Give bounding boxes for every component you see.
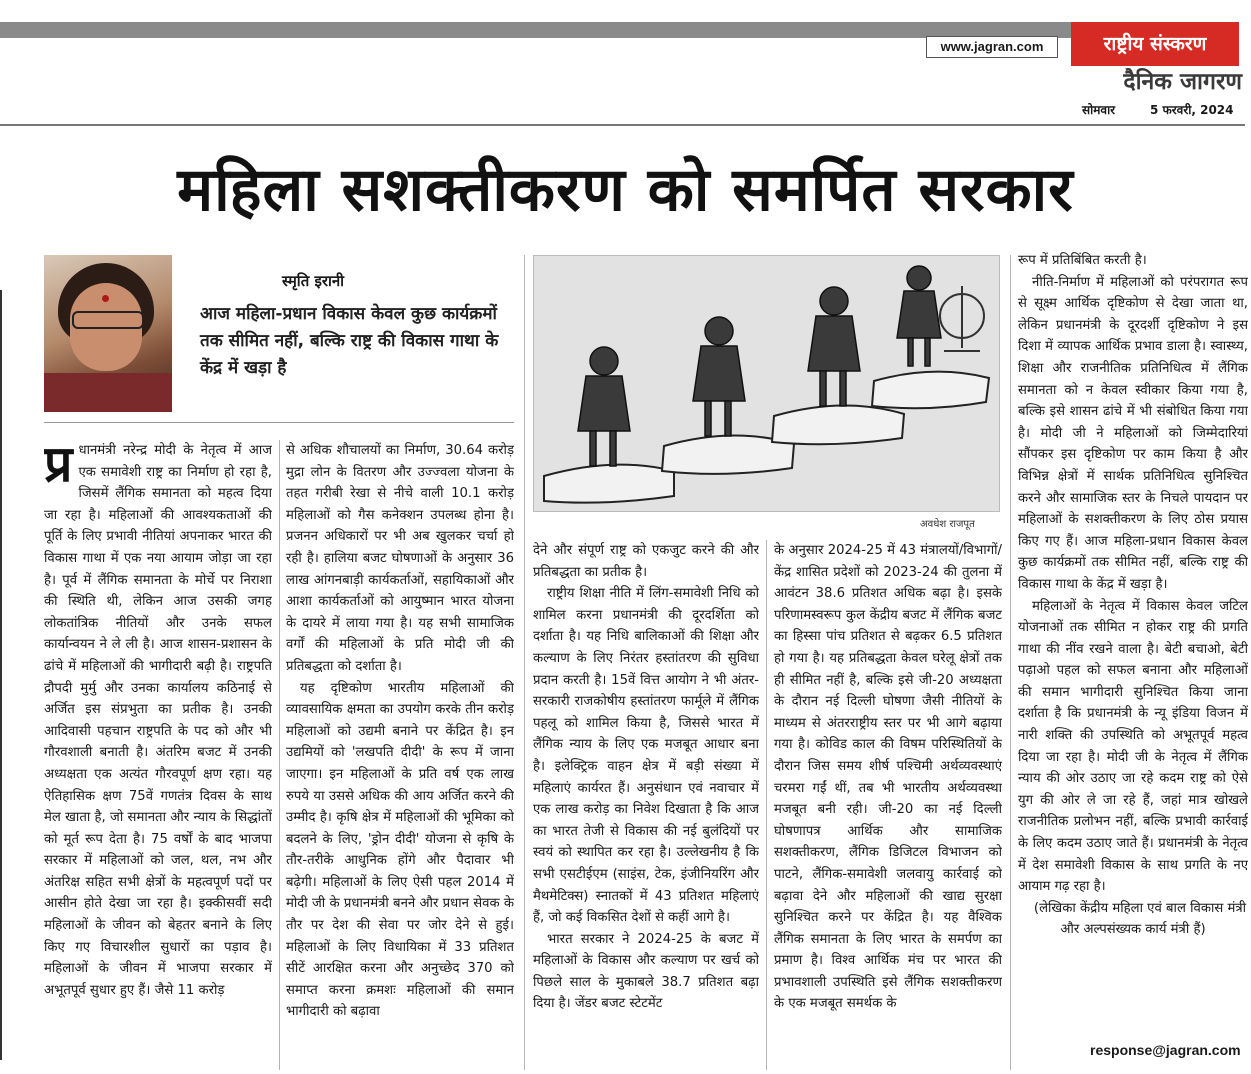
paragraph: नीति-निर्माण में महिलाओं को परंपरागत रूप से सूक्ष्म आर्थिक दृष्टिकोण से देखा जाता था, लेकिन प्रधानमंत्री के दूरदर्शी दृष्टिकोण ने इस दिशा में व्यापक आर्थिक प्रभाव डाला है। स्वास्थ्य, शिक्षा और राजनीतिक प्रतिनिधित्व में लैंगिक समानता को न केवल स्वीकार किया गया है, बल्कि इसे शासन ढांचे में भी संबोधित किया गया है। मोदी जी ने महिलाओं को जिम्मेदारियां सौंपकर इस दृष्टिकोण पर काम किया है और विभिन्न क्षेत्रों में सार्थक प्रतिनिधित्व सुनिश्चित करने और सामाजिक स्तर के निचले पायदान पर महिलाओं के सशक्तीकरण के लिए ठोस प्रयास किए गए हैं। आज महिला-प्रधान विकास केवल कुछ कार्यक्रमों तक सीमित नहीं, बल्कि राष्ट्र की विकास गाथा के केंद्र में खड़ा है।: [1018, 274, 1248, 592]
drop-cap: प्र: [44, 440, 73, 493]
article-column-5: [1018, 250, 1248, 1020]
column-divider: [766, 540, 767, 1070]
illustration-drawing: [534, 256, 999, 511]
masthead-bar: [0, 22, 1071, 38]
paragraph: से अधिक शौचालयों का निर्माण, 30.64 करोड़ मुद्रा लोन के वितरण और उज्ज्वला योजना के तहत गरीबी रेखा से नीचे वाली 10.1 करोड़ महिलाओं को गैस कनेक्शन उपलब्ध होना है। प्रजनन अधिकारों पर भी अब खुलकर चर्चा हो रही है। हालिया बजट घोषणाओं के अनुसार 36 लाख आंगनबाड़ी कार्यकर्ताओं, सहायिकाओं और आशा कार्यकर्ताओं को आयुष्मान भारत योजना के दायरे में लाया गया है। यह सभी सामाजिक वर्गों की महिलाओं के प्रति मोदी जी की प्रतिबद्धता को दर्शाता है।: [286, 443, 514, 674]
paragraph: के अनुसार 2024-25 में 43 मंत्रालयों/विभागों/केंद्र शासित प्रदेशों को 2023-24 की तुलना में आवंटन 38.6 प्रतिशत अधिक बढ़ा है। इसके परिणामस्वरूप कुल केंद्रीय बजट में लैंगिक बजट का हिस्सा पांच प्रतिशत से बढ़कर 6.5 प्रतिशत हो गया है। यह प्रतिबद्धता केवल घरेलू क्षेत्रों तक ही सीमित नहीं है, बल्कि इसे जी-20 अध्यक्षता के दौरान नई दिल्ली घोषणा जैसी नीतियों के माध्यम से अंतरराष्ट्रीय स्तर पर भी आगे बढ़ाया गया है। कोविड काल की विषम परिस्थितियों के दौरान जिस समय शीर्ष पश्चिमी अर्थव्यवस्थाएं चरमरा गईं थीं, तब भी भारतीय अर्थव्यवस्था मजबूत बनी रही। जी-20 का नई दिल्ली घोषणापत्र आर्थिक और सामाजिक सशक्तीकरण, लैंगिक डिजिटल विभाजन को पाटने, लैंगिक-समावेशी जलवायु कार्रवाई को बढ़ावा देने और महिलाओं की खाद्य सुरक्षा सुनिश्चित करने पर केंद्रित है। यह वैश्विक लैंगिक समानता के लिए भारत के समर्पण का प्रमाण है। विश्व आर्थिक मंच पर भारत की प्रभावशाली उपस्थिति इसे लैंगिक सशक्तीकरण के एक मजबूत समर्थक के: [774, 543, 1002, 1012]
illustration-credit: अवधेश राजपूत: [920, 519, 975, 530]
article-column-3: [533, 540, 759, 1070]
author-photo: [44, 255, 172, 412]
author-box-rule: [44, 422, 514, 423]
masthead-day: सोमवार: [1082, 103, 1116, 117]
column-divider: [1010, 255, 1011, 1070]
edition-banner: राष्ट्रीय संस्करण: [1071, 22, 1239, 66]
article-headline: महिला सशक्तीकरण को समर्पित सरकार: [177, 155, 1074, 225]
paragraph: राष्ट्रीय शिक्षा नीति में लिंग-समावेशी निधि को शामिल करना प्रधानमंत्री की दूरदर्शिता को दर्शाता है। यह निधि बालिकाओं की शिक्षा और कल्याण के लिए निरंतर हस्तांतरण की सुविधा प्रदान करती है। 15वें वित्त आयोग ने भी अंतर-सरकारी राजकोषीय हस्तांतरण फार्मूले में लैंगिक पहलू को शामिल किया है, जिससे भारत में लैंगिक न्याय के लिए एक मजबूत आधार बना है। इलेक्ट्रिक वाहन क्षेत्र में बड़ी संख्या में महिलाएं कार्यरत हैं। अनुसंधान एवं नवाचार में एक लाख करोड़ का निवेश दिखाता है कि आज का भारत तेजी से विकास की नई बुलंदियों पर स्वयं को स्थापित कर रहा है। उल्लेखनीय है कि सभी एसटीईएम (साइंस, टेक, इंजीनियरिंग और मैथमेटिक्स) स्नातकों में 43 प्रतिशत महिलाएं हैं, जो कई विकसित देशों से कहीं आगे है।: [533, 586, 759, 926]
article-column-2: [286, 440, 514, 1070]
column-divider: [524, 255, 525, 1070]
author-note: (लेखिका केंद्रीय महिला एवं बाल विकास मंत्री और अल्पसंख्यक कार्य मंत्री हैं): [1033, 900, 1247, 938]
article-column-4: [774, 540, 1002, 1070]
paragraph: यह दृष्टिकोण भारतीय महिलाओं की व्यावसायिक क्षमता का उपयोग करके तीन करोड़ महिलाओं को उद्यमी बनाने पर केंद्रित है। इन उद्यमियों को 'लखपति दीदी' के रूप में जाना जाएगा। इन महिलाओं के प्रति वर्ष एक लाख रुपये या उससे अधिक की आय अर्जित करने की उम्मीद है। कृषि क्षेत्र में महिलाओं की भूमिका को बदलने के लिए, 'ड्रोन दीदी' योजना से कृषि के तौर-तरीके आधुनिक होंगे और पैदावार भी बढ़ेगी। महिलाओं के लिए ऐसी पहल 2014 में मोदी जी के प्रधानमंत्री बनने और प्रधान सेवक के तौर पर देश की सेवा पर जोर देने से हुई। महिलाओं के लिए विधायिका में 33 प्रतिशत सीटें आरक्षित करना और अनुच्छेद 370 को समाप्त करना क्रमशः महिलाओं की समान भागीदारी को बढ़ावा: [286, 680, 514, 1020]
page-edge: [0, 290, 2, 1060]
column-text: धानमंत्री नरेन्द्र मोदी के नेतृत्व में आज एक समावेशी राष्ट्र का निर्माण हो रहा है, जिसमें लैंगिक समानता को महत्व दिया जा रहा है। महिलाओं की आवश्यकताओं की पूर्ति के लिए प्रभावी नीतियां अपनाकर भारत की विकास गाथा में एक नया आयाम जोड़ा जा रहा है। पूर्व में लैंगिक समानता के मोर्चे पर निराशा की स्थिति थी, लेकिन आज उसकी जगह लोकतांत्रिक नीतियों और उनके सफल कार्यान्वयन ने ले ली है। आज शासन-प्रशासन के ढांचे में महिलाओं की भागीदारी बढ़ी है। राष्ट्रपति द्रौपदी मुर्मु और उनका कार्यालय कठिनाई से अर्जित इस संप्रभुता का प्रतीक है। उनकी आदिवासी पहचान राष्ट्रपति के पद को और भी गौरवशाली बनाती है। अंतरिम बजट में उनकी अध्यक्षता एक अत्यंत गौरवपूर्ण क्षण रहा। यह ऐतिहासिक क्षण 75वें गणतंत्र दिवस के साथ मेल खाता है, जो समानता और न्याय के सिद्धांतों को मूर्त रूप देता है। 75 वर्षों के बाद भाजपा सरकार में महिलाओं को जल, थल, नभ और अंतरिक्ष सहित सभी क्षेत्रों के महत्वपूर्ण पदों पर आसीन होते देखा जा रहा है। इक्कीसवीं सदी महिलाओं के जीवन को बेहतर बनाने के लिए किए गए विचारशील सुधारों का पड़ाव है। महिलाओं के जीवन में भाजपा सरकार में अभूतपूर्व सुधार हुए हैं। जैसे 11 करोड़: [44, 443, 272, 998]
article-illustration: [533, 255, 1000, 512]
article-column-1: [44, 440, 272, 1070]
response-email: response@jagran.com: [1090, 1042, 1241, 1058]
masthead-rule: [0, 124, 1245, 126]
paragraph: देने और संपूर्ण राष्ट्र को एकजुट करने की और प्रतिबद्धता का प्रतीक है।: [533, 543, 759, 580]
column-divider: [279, 440, 280, 1070]
author-box: [44, 255, 514, 412]
paragraph: रूप में प्रतिबिंबित करती है।: [1018, 253, 1147, 268]
paragraph: भारत सरकार ने 2024-25 के बजट में महिलाओं के विकास और कल्याण पर खर्च को पिछले साल के मुकाबले 38.7 प्रतिशत बढ़ा दिया है। जेंडर बजट स्टेटमेंट: [533, 931, 759, 1012]
paragraph: महिलाओं के नेतृत्व में विकास केवल जटिल योजनाओं तक सीमित न होकर राष्ट्र की प्रगति गाथा की नींव रखने वाला है। बेटी बचाओ, बेटी पढ़ाओ पहल को सफल बनाना और महिलाओं की समान भागीदारी सुनिश्चित किया जाना दर्शाता है कि प्रधानमंत्री के न्यू इंडिया विजन में नारी शक्ति की उपस्थिति को अभूतपूर्व महत्व दिया जा रहा है। मोदी जी के नेतृत्व में लैंगिक न्याय की ओर उठाए जा रहे कदम राष्ट्र को ऐसे युग की ओर ले जा रहे हैं, जहां मात्र खोखले राजनीतिक प्रलोभन नहीं, बल्कि प्रभावी कार्रवाई के लिए कदम उठाए जाते हैं। प्रधानमंत्री के नेतृत्व में देश समावेशी विकास के साथ प्रगति के नए आयाम गढ़ रहा है।: [1018, 598, 1248, 895]
newspaper-logo: दैनिक जागरण: [1123, 69, 1242, 95]
masthead-date: 5 फरवरी, 2024: [1150, 103, 1234, 117]
author-pull-quote: आज महिला-प्रधान विकास केवल कुछ कार्यक्रमों तक सीमित नहीं, बल्कि राष्ट्र की विकास गाथा के केंद्र में खड़ा है: [200, 304, 499, 378]
author-name: स्मृति इरानी: [282, 272, 345, 290]
website-label: www.jagran.com: [926, 36, 1058, 58]
